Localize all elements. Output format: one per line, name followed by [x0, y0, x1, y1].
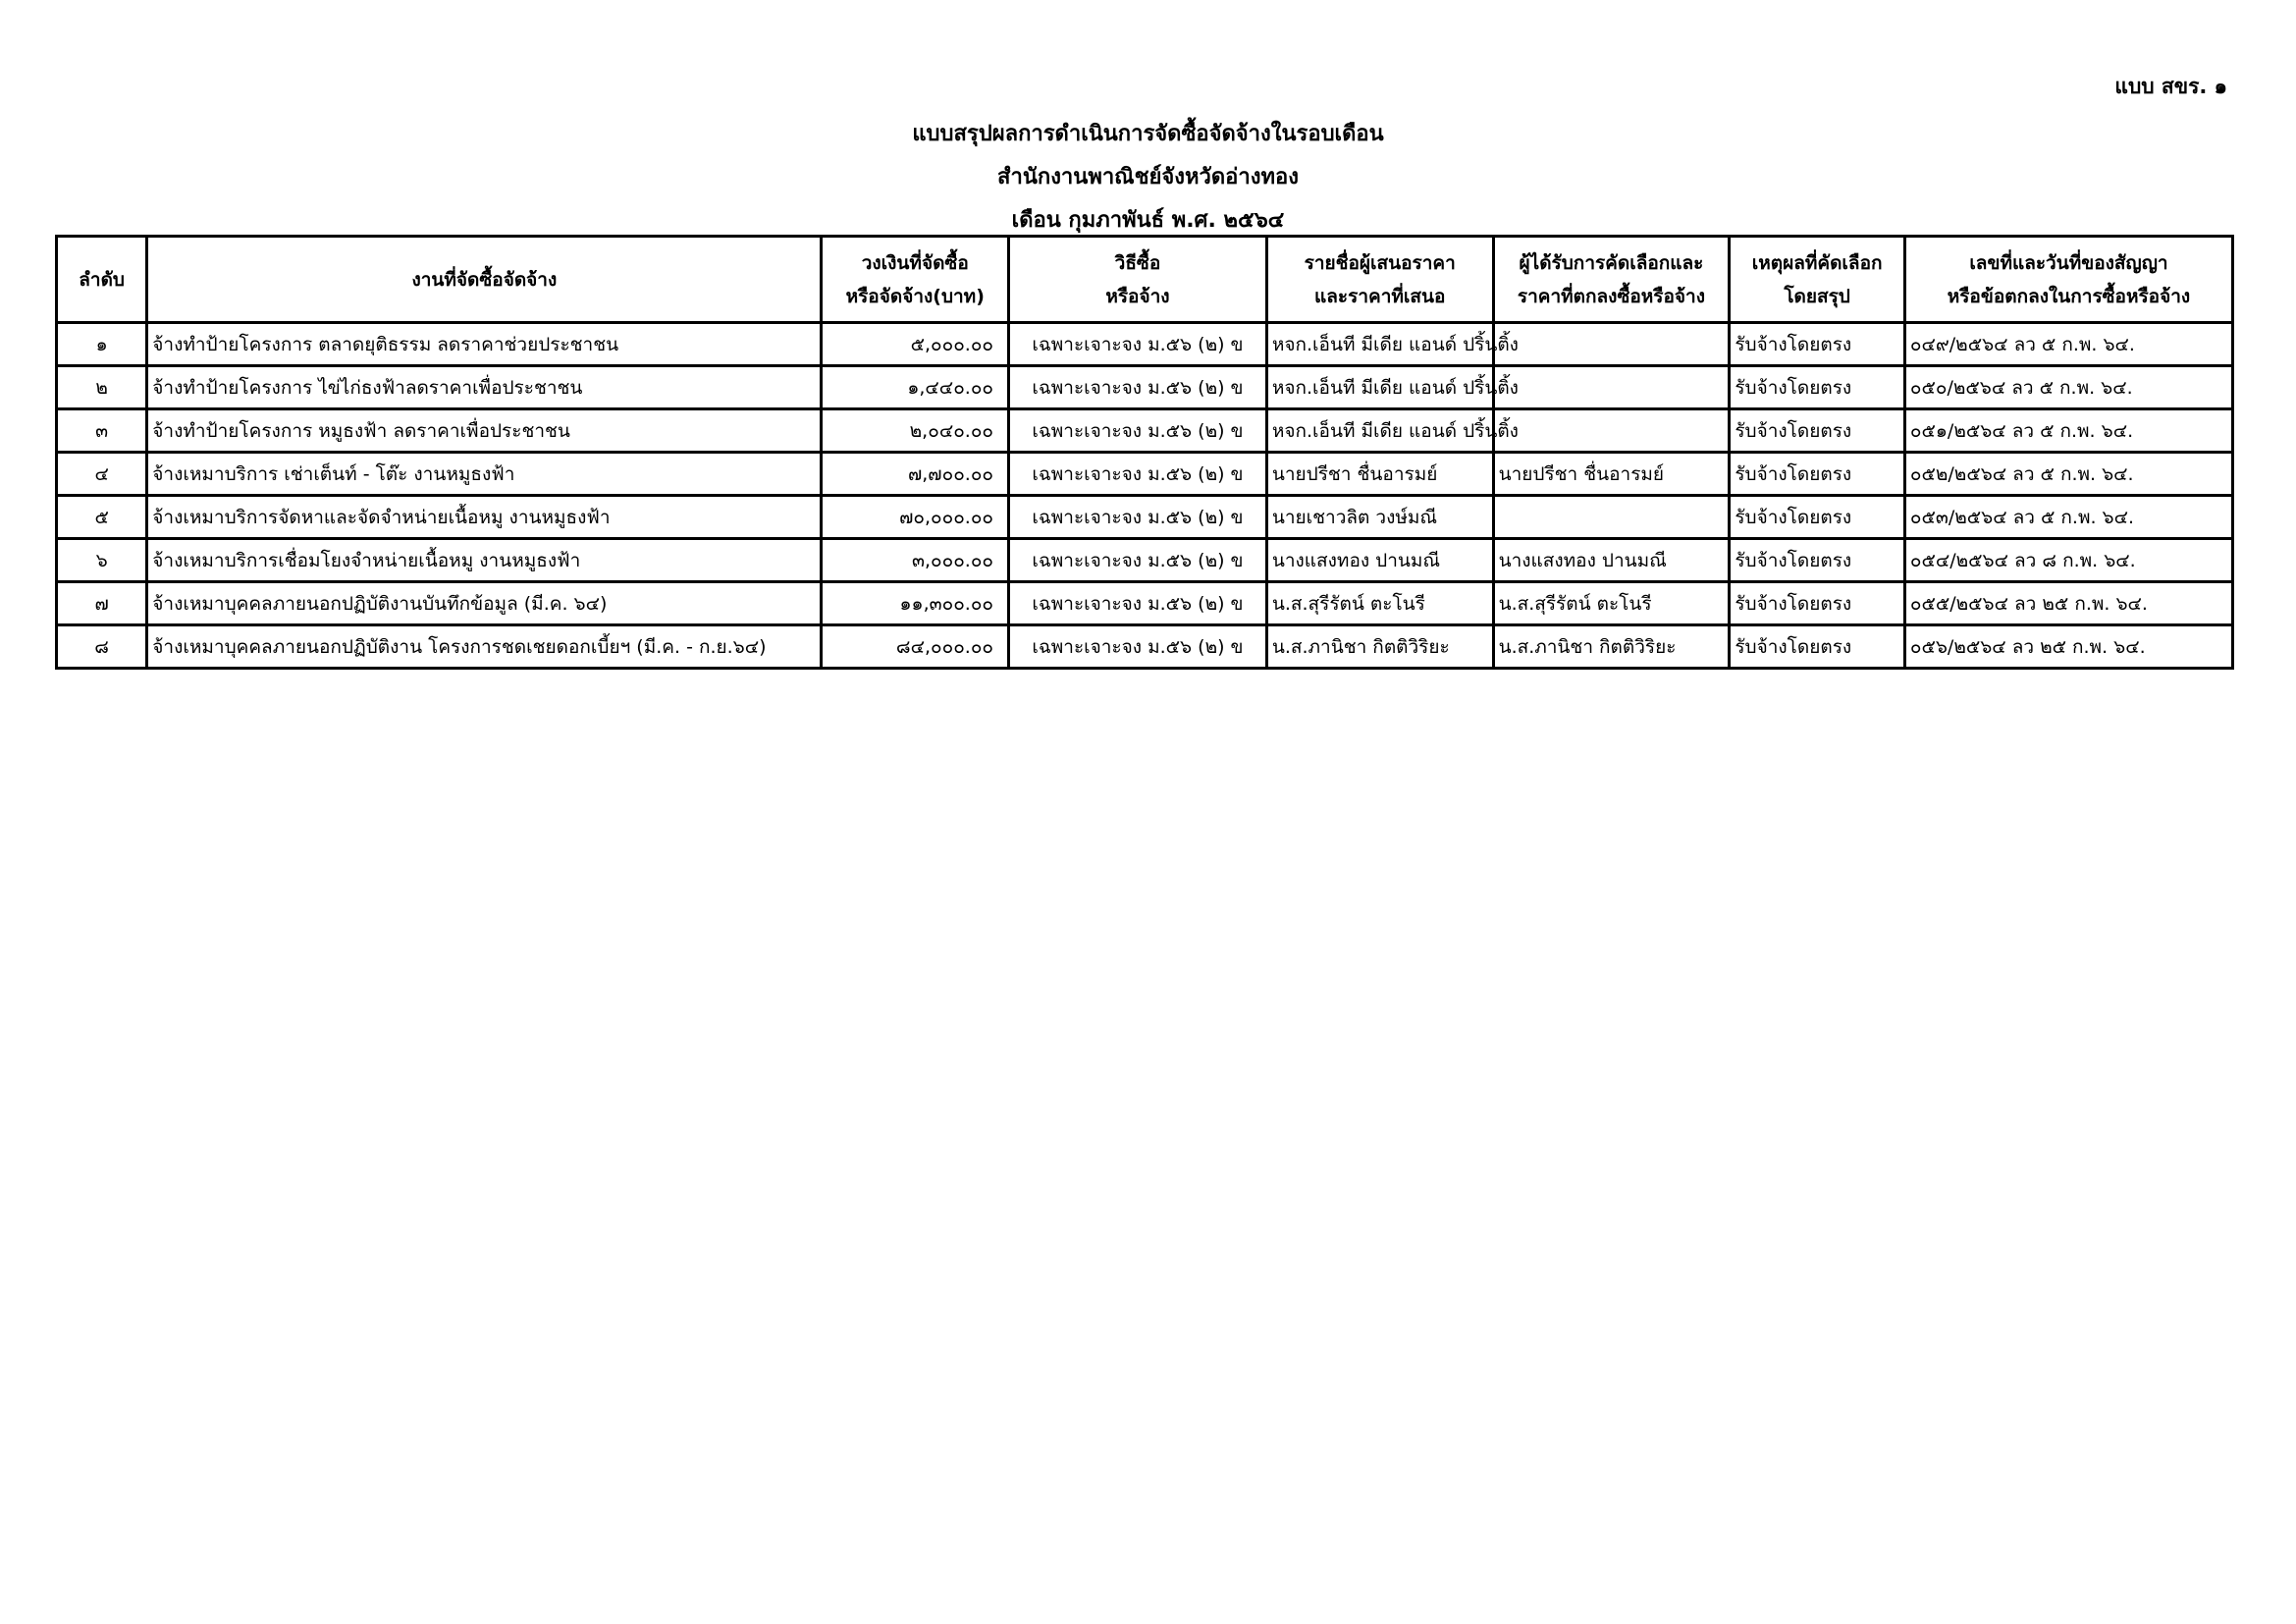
cell-item: จ้างเหมาบริการจัดหาและจัดจำหน่ายเนื้อหมู งานหมูธงฟ้า [147, 496, 822, 539]
cell-method: เฉพาะเจาะจง ม.๕๖ (๒) ข [1009, 496, 1267, 539]
cell-no: ๑ [57, 323, 147, 366]
cell-bidder: หจก.เอ็นที มีเดีย แอนด์ ปริ้นติ้ง [1266, 366, 1493, 409]
cell-method: เฉพาะเจาะจง ม.๕๖ (๒) ข [1009, 539, 1267, 582]
cell-item: จ้างทำป้ายโครงการ ไข่ไก่ธงฟ้าลดราคาเพื่อประชาชน [147, 366, 822, 409]
office-name: สำนักงานพาณิชย์จังหวัดอ่างทอง [997, 165, 1299, 189]
cell-selected: น.ส.สุรีรัตน์ ตะโนรี [1493, 582, 1730, 625]
cell-amount: ๗๐,๐๐๐.๐๐ [822, 496, 1009, 539]
col-header-contract: เลขที่และวันที่ของสัญญา หรือข้อตกลงในการซื้อหรือจ้าง [1904, 237, 2232, 323]
cell-reason: รับจ้างโดยตรง [1730, 539, 1905, 582]
cell-selected [1493, 409, 1730, 453]
col-header-selected: ผู้ได้รับการคัดเลือกและ ราคาที่ตกลงซื้อหรือจ้าง [1493, 237, 1730, 323]
cell-reason: รับจ้างโดยตรง [1730, 496, 1905, 539]
cell-contract: ๐๕๒/๒๕๖๔ ลว ๕ ก.พ. ๖๔. [1904, 453, 2232, 496]
cell-reason: รับจ้างโดยตรง [1730, 323, 1905, 366]
cell-no: ๔ [57, 453, 147, 496]
cell-bidder: หจก.เอ็นที มีเดีย แอนด์ ปริ้นติ้ง [1266, 323, 1493, 366]
cell-amount: ๘๔,๐๐๐.๐๐ [822, 625, 1009, 669]
cell-amount: ๑๑,๓๐๐.๐๐ [822, 582, 1009, 625]
table-row [57, 409, 2233, 453]
procurement-table [55, 235, 2234, 670]
form-code: แบบ สขร. ๑ [2114, 75, 2227, 98]
cell-no: ๕ [57, 496, 147, 539]
cell-contract: ๐๕๔/๒๕๖๔ ลว ๘ ก.พ. ๖๔. [1904, 539, 2232, 582]
cell-amount: ๑,๔๔๐.๐๐ [822, 366, 1009, 409]
cell-reason: รับจ้างโดยตรง [1730, 582, 1905, 625]
cell-method: เฉพาะเจาะจง ม.๕๖ (๒) ข [1009, 366, 1267, 409]
cell-method: เฉพาะเจาะจง ม.๕๖ (๒) ข [1009, 323, 1267, 366]
col-header-amount: วงเงินที่จัดซื้อ หรือจัดจ้าง(บาท) [822, 237, 1009, 323]
cell-amount: ๒,๐๔๐.๐๐ [822, 409, 1009, 453]
cell-no: ๖ [57, 539, 147, 582]
report-month: เดือน กุมภาพันธ์ พ.ศ. ๒๕๖๔ [1011, 208, 1285, 233]
cell-contract: ๐๕๖/๒๕๖๔ ลว ๒๕ ก.พ. ๖๔. [1904, 625, 2232, 669]
col-header-method: วิธีซื้อ หรือจ้าง [1009, 237, 1267, 323]
cell-amount: ๗,๗๐๐.๐๐ [822, 453, 1009, 496]
cell-contract: ๐๕๐/๒๕๖๔ ลว ๕ ก.พ. ๖๔. [1904, 366, 2232, 409]
cell-method: เฉพาะเจาะจง ม.๕๖ (๒) ข [1009, 625, 1267, 669]
cell-bidder: น.ส.ภานิชา กิตติวิริยะ [1266, 625, 1493, 669]
col-header-no: ลำดับ [57, 237, 147, 323]
cell-selected [1493, 366, 1730, 409]
col-header-reason: เหตุผลที่คัดเลือก โดยสรุป [1730, 237, 1905, 323]
cell-no: ๗ [57, 582, 147, 625]
table-row [57, 453, 2233, 496]
cell-amount: ๓,๐๐๐.๐๐ [822, 539, 1009, 582]
cell-selected: นางแสงทอง ปานมณี [1493, 539, 1730, 582]
cell-bidder: นายเชาวลิต วงษ์มณี [1266, 496, 1493, 539]
table-row [57, 323, 2233, 366]
cell-selected: น.ส.ภานิชา กิตติวิริยะ [1493, 625, 1730, 669]
cell-contract: ๐๕๕/๒๕๖๔ ลว ๒๕ ก.พ. ๖๔. [1904, 582, 2232, 625]
cell-method: เฉพาะเจาะจง ม.๕๖ (๒) ข [1009, 582, 1267, 625]
cell-item: จ้างเหมาบริการ เช่าเต็นท์ - โต๊ะ งานหมูธงฟ้า [147, 453, 822, 496]
cell-reason: รับจ้างโดยตรง [1730, 366, 1905, 409]
cell-item: จ้างทำป้ายโครงการ ตลาดยุติธรรม ลดราคาช่วยประชาชน [147, 323, 822, 366]
cell-item: จ้างเหมาบุคคลภายนอกปฏิบัติงาน โครงการชดเชยดอกเบี้ยฯ (มี.ค. - ก.ย.๖๔) [147, 625, 822, 669]
table-row [57, 625, 2233, 669]
cell-item: จ้างเหมาบุคคลภายนอกปฏิบัติงานบันทึกข้อมูล (มี.ค. ๖๔) [147, 582, 822, 625]
cell-selected: นายปรีชา ชื่นอารมย์ [1493, 453, 1730, 496]
table-row [57, 366, 2233, 409]
cell-bidder: น.ส.สุรีรัตน์ ตะโนรี [1266, 582, 1493, 625]
cell-bidder: หจก.เอ็นที มีเดีย แอนด์ ปริ้นติ้ง [1266, 409, 1493, 453]
cell-bidder: นางแสงทอง ปานมณี [1266, 539, 1493, 582]
col-header-bidder: รายชื่อผู้เสนอราคา และราคาที่เสนอ [1266, 237, 1493, 323]
table-row [57, 539, 2233, 582]
cell-no: ๒ [57, 366, 147, 409]
cell-contract: ๐๕๑/๒๕๖๔ ลว ๕ ก.พ. ๖๔. [1904, 409, 2232, 453]
header-row [57, 237, 2233, 323]
cell-bidder: นายปรีชา ชื่นอารมย์ [1266, 453, 1493, 496]
cell-method: เฉพาะเจาะจง ม.๕๖ (๒) ข [1009, 453, 1267, 496]
cell-no: ๓ [57, 409, 147, 453]
cell-reason: รับจ้างโดยตรง [1730, 409, 1905, 453]
cell-method: เฉพาะเจาะจง ม.๕๖ (๒) ข [1009, 409, 1267, 453]
cell-item: จ้างเหมาบริการเชื่อมโยงจำหน่ายเนื้อหมู งานหมูธงฟ้า [147, 539, 822, 582]
report-title: แบบสรุปผลการดำเนินการจัดซื้อจัดจ้างในรอบเดือน [912, 122, 1384, 146]
cell-contract: ๐๕๓/๒๕๖๔ ลว ๕ ก.พ. ๖๔. [1904, 496, 2232, 539]
cell-item: จ้างทำป้ายโครงการ หมูธงฟ้า ลดราคาเพื่อประชาชน [147, 409, 822, 453]
cell-no: ๘ [57, 625, 147, 669]
cell-selected [1493, 323, 1730, 366]
col-header-item: งานที่จัดซื้อจัดจ้าง [147, 237, 822, 323]
table-row [57, 582, 2233, 625]
cell-contract: ๐๔๙/๒๕๖๔ ลว ๕ ก.พ. ๖๔. [1904, 323, 2232, 366]
cell-selected [1493, 496, 1730, 539]
cell-reason: รับจ้างโดยตรง [1730, 453, 1905, 496]
cell-reason: รับจ้างโดยตรง [1730, 625, 1905, 669]
table-row [57, 496, 2233, 539]
cell-amount: ๕,๐๐๐.๐๐ [822, 323, 1009, 366]
